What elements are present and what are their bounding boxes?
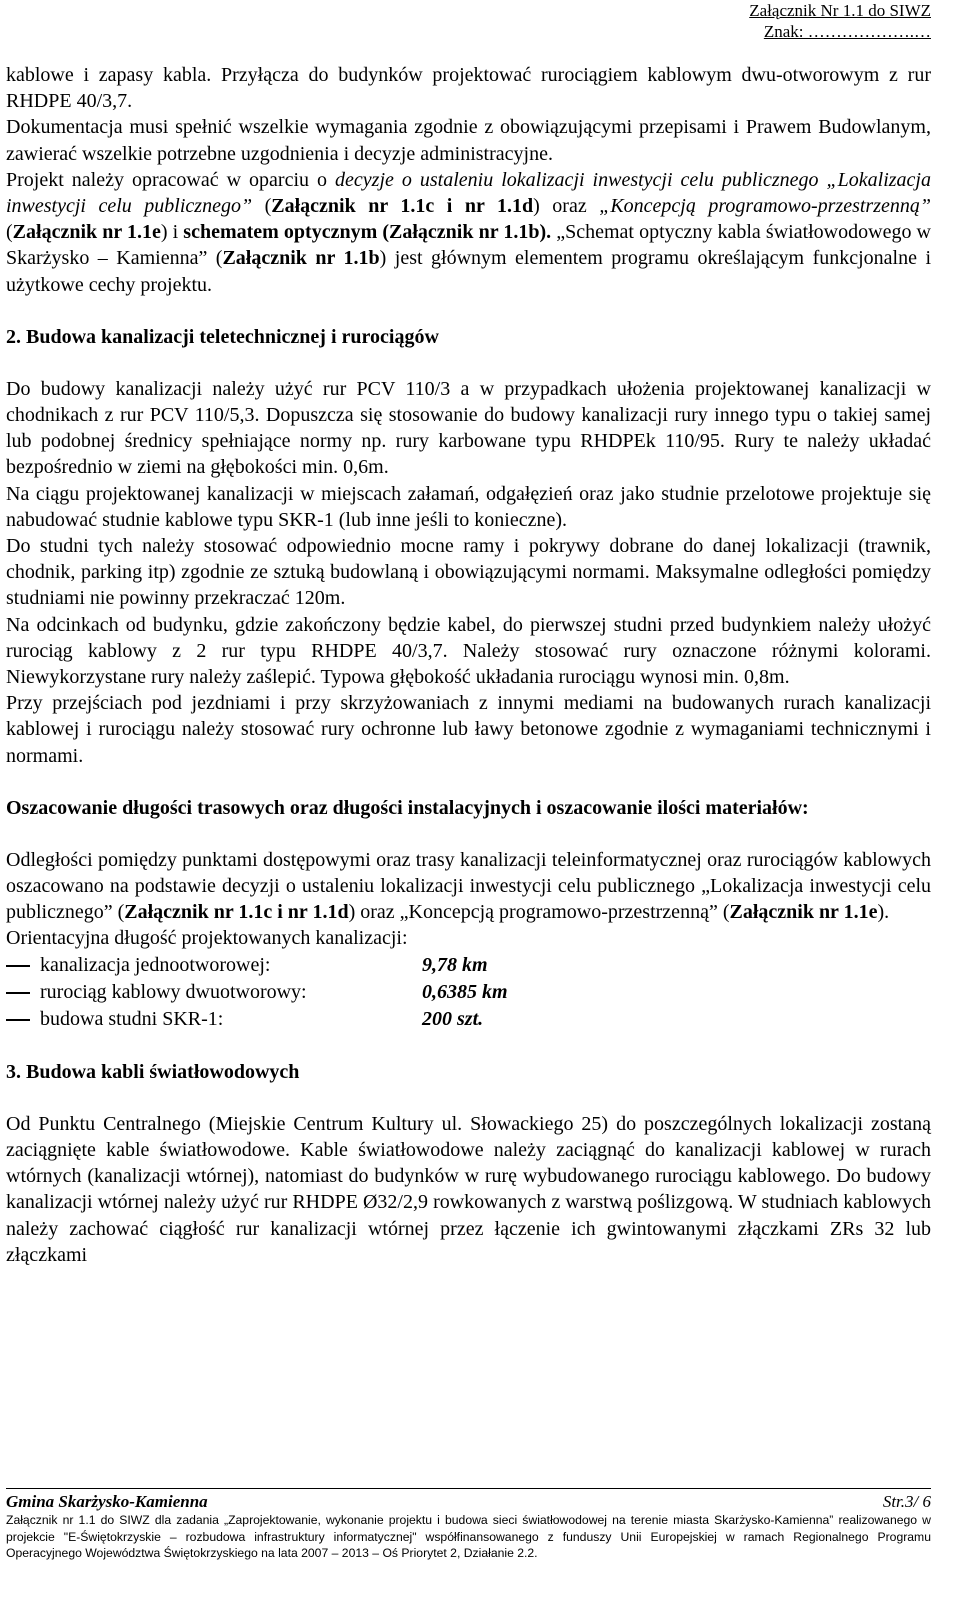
paragraph: Od Punktu Centralnego (Miejskie Centrum Kultury ul. Słowackiego 25) do poszczególnych lokalizacji zostaną zaciągnięte kable światłowodowe. Kable światłowodowe należy zaciągnąć do kanalizacji kablowej w rurach wtórnych (kanalizacji wtórnej), natomiast do budynków w rurę wybudowanego rurociągu kablowego. Do budowy kanalizacji wtórnej należy użyć rur RHDPE Ø32/2,9 rowkowanych z warstwą poślizgową. W studniach kablowych należy zachować ciągłość rur kanalizacji wtórnej przez łączenie ich gwintowanymi złączkami ZRs 32 lub złączkami: [6, 1112, 931, 1266]
document-body: [6, 62, 931, 1268]
section-heading: 2. Budowa kanalizacji teletechnicznej i rurociągów: [6, 325, 439, 348]
paragraph: Do budowy kanalizacji należy użyć rur PCV 110/3 a w przypadkach ułożenia projektowanej kanalizacji w chodnikach z rur PCV 110/5,3. Dopuszcza się stosowanie do budowy kanalizacji rury innego typu o takiej samej lub podobnej średnicy spełniające normy np. rury karbowane typu RHDPEk 110/95. Rury te należy układać bezpośrednio w ziemi na głębokości min. 0,6m.: [6, 377, 931, 479]
section-heading: 3. Budowa kabli światłowodowych: [6, 1060, 300, 1083]
attachment-label: Załącznik Nr 1.1 do SIWZ: [749, 1, 931, 20]
page-number: Str.3/ 6: [882, 1492, 931, 1511]
dash-icon: [6, 979, 40, 1005]
paragraph: kablowe i zapasy kabla. Przyłącza do budynków projektować rurociągiem kablowym dwu-otworowym z rur RHDPE 40/3,7.: [6, 64, 931, 113]
dash-icon: [6, 952, 40, 978]
list-item: budowa studni SKR-1: 200 szt.: [6, 1006, 931, 1033]
paragraph: Przy przejściach pod jezdniami i przy skrzyżowaniach z innymi mediami na budowanych rurach kanalizacji kablowej i rurociągu należy stosować rury ochronne lub ławy betonowe zgodnie z wymaganiami technicznymi i normami.: [6, 692, 931, 767]
paragraph: Dokumentacja musi spełnić wszelkie wymagania zgodnie z obowiązującymi przepisami i Prawem Budowlanym, zawierać wszelkie potrzebne uzgodnienia i decyzje administracyjne.: [6, 116, 931, 165]
dash-icon: [6, 1006, 40, 1032]
list-item: rurociąg kablowy dwuotworowy: 0,6385 km: [6, 979, 931, 1006]
reference-mark: Znak: ……………….…: [763, 22, 931, 41]
paragraph: Do studni tych należy stosować odpowiednio mocne ramy i pokrywy dobrane do danej lokalizacji (trawnik, chodnik, parking itp) zgodnie ze sztuką budowlaną i obowiązującymi normami. Maksymalne odległości pomiędzy studniami nie powinny przekraczać 120m.: [6, 535, 931, 610]
paragraph: Projekt należy opracować w oparciu o decyzje o ustaleniu lokalizacji inwestycji celu publicznego „Lokalizacja inwestycji celu publicznego” (Załącznik nr 1.1c i nr 1.1d) oraz „Koncepcją programowo-przestrzenną” (Załącznik nr 1.1e) i schematem optycznym (Załącznik nr 1.1b). „Schemat optyczny kabla światłowodowego w Skarżysko – Kamienna” (Załącznik nr 1.1b) jest głównym elementem programu określającym funkcjonalne i użytkowe cechy projektu.: [6, 168, 932, 296]
estimate-list: [6, 952, 931, 1033]
list-title: Orientacyjna długość projektowanych kanalizacji:: [6, 927, 408, 950]
page-header: [749, 0, 931, 42]
page-footer: [6, 1488, 931, 1562]
footer-note: Załącznik nr 1.1 do SIWZ dla zadania „Zaprojektowanie, wykonanie projektu i budowa sieci światłowodowej na terenie miasta Skarżysko-Kamienna” realizowanego w projekcie "E-Świętokrzyskie – rozbudowa infrastruktury informatycznej" współfinansowanego z funduszy Unii Europejskiej w ramach Regionalnego Programu Operacyjnego Województwa Świętokrzyskiego na lata 2007 – 2013 – Oś Priorytet 2, Działanie 2.2.: [6, 1513, 931, 1561]
list-item: kanalizacja jednootworowej: 9,78 km: [6, 952, 931, 979]
footer-organization: Gmina Skarżysko-Kamienna: [6, 1492, 208, 1511]
section-heading: Oszacowanie długości trasowych oraz długości instalacyjnych i oszacowanie ilości materiałów:: [6, 796, 809, 819]
paragraph: Na odcinkach od budynku, gdzie zakończony będzie kabel, do pierwszej studni przed budynkiem należy ułożyć rurociąg kablowy z 2 rur typu RHDPE 40/3,7. Należy stosować rury oznaczone różnymi kolorami. Niewykorzystane rury należy zaślepić. Typowa głębokość układania rurociągu wynosi min. 0,8m.: [6, 613, 931, 689]
paragraph: Na ciągu projektowanej kanalizacji w miejscach załamań, odgałęzień oraz jako studnie przelotowe projektuje się nabudować studnie kablowe typu SKR-1 (lub inne jeśli to konieczne).: [6, 482, 931, 531]
paragraph: Odległości pomiędzy punktami dostępowymi oraz trasy kanalizacji teleinformatycznej oraz rurociągów kablowych oszacowano na podstawie decyzji o ustaleniu lokalizacji inwestycji celu publicznego „Lokalizacja inwestycji celu publicznego” (Załącznik nr 1.1c i nr 1.1d) oraz „Koncepcją programowo-przestrzenną” (Załącznik nr 1.1e).: [6, 848, 931, 924]
